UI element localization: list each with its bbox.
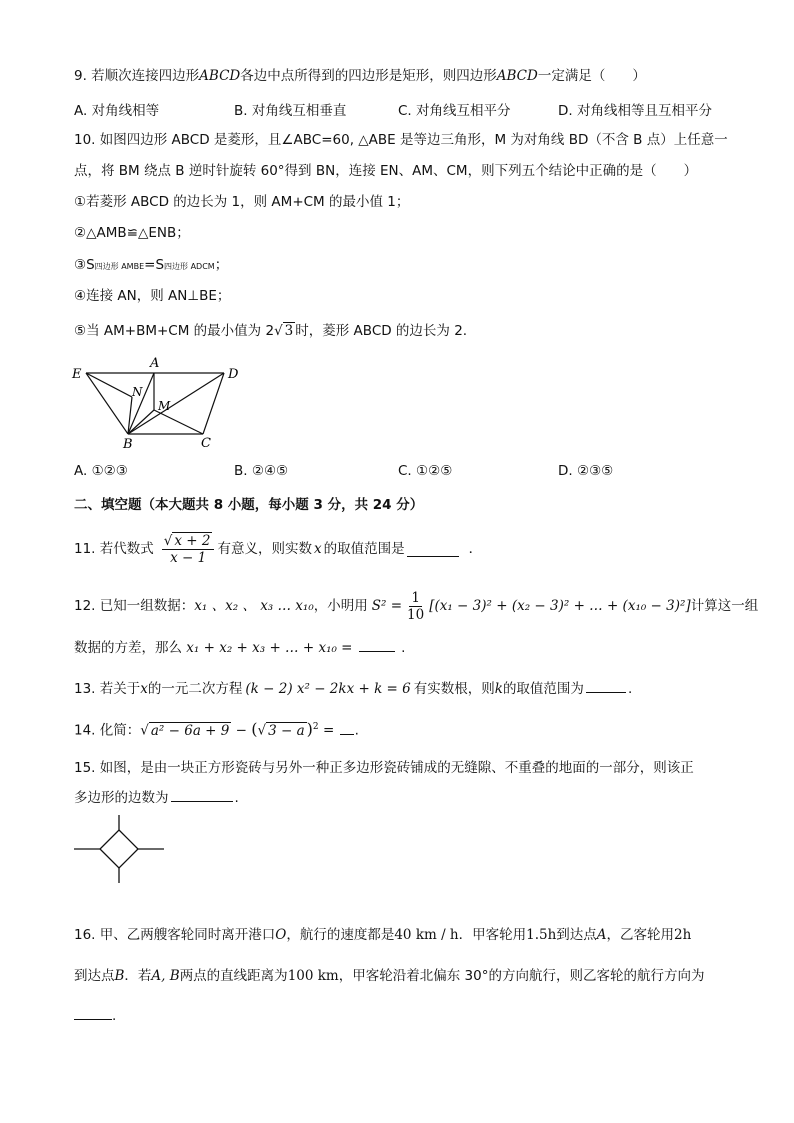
q10-statement-5: ⑤当 AM+BM+CM 的最小值为 2√ 3 时，菱形 ABCD 的边长为 2. bbox=[74, 323, 468, 339]
q9-option-d[interactable]: D. 对角线相等且互相平分 bbox=[558, 103, 712, 119]
q16-line2: 到达点B．若A, B两点的直线距离为100 km，甲客轮沿着北偏东 30°的方向航行，则乙客轮的航行方向为 bbox=[74, 968, 705, 984]
q11-answer-blank[interactable] bbox=[407, 542, 459, 557]
q9-stem: 9. 若顺次连接四边形ABCD各边中点所得到的四边形是矩形，则四边形ABCD一定满足（ ） bbox=[74, 68, 646, 84]
q14-answer-blank[interactable] bbox=[340, 720, 354, 735]
label-n: N bbox=[132, 385, 143, 399]
q12-line1: 12. 已知一组数据： x₁ 、x₂ 、 x₃ … x₁₀ ，小明用 S² = $\frac{1}{10}$ [(x₁ − 3)² + (x₂ − 3)² + … + (x₁₀ − 3)²] 计算这一组 bbox=[74, 589, 759, 623]
q13-answer-blank[interactable] bbox=[586, 678, 626, 693]
label-c: C bbox=[201, 436, 211, 451]
q11: 11. 若代数式 $\frac{√ x + 2}{x - 1}$ 有意义，则实数 x 的取值范围是 ． bbox=[74, 532, 483, 566]
q15-line2: 多边形的边数为 . bbox=[74, 787, 239, 807]
q10-statement-2: ②△AMB≌△ENB； bbox=[74, 225, 190, 241]
q10-stem-line2: 点，将 BM 绕点 B 逆时针旋转 60°得到 BN，连接 EN、AM、CM，则下列五个结论中正确的是（ ） bbox=[74, 163, 698, 179]
label-e: E bbox=[72, 367, 82, 382]
q10-option-d[interactable]: D. ②③⑤ bbox=[558, 463, 614, 479]
q13: 13. 若关于x的一元二次方程 (k − 2) x² − 2kx + k = 6 有实数根，则k的取值范围为 . bbox=[74, 678, 632, 698]
q12-line2: 数据的方差，那么 x₁ + x₂ + x₃ + … + x₁₀ = . bbox=[74, 637, 405, 657]
q10-statement-4: ④连接 AN，则 AN⊥BE； bbox=[74, 288, 231, 304]
q9-option-a[interactable]: A. 对角线相等 bbox=[74, 103, 160, 119]
q9-option-c[interactable]: C. 对角线互相平分 bbox=[398, 103, 511, 119]
q10-stem-line1: 10. 如图四边形 ABCD 是菱形，且∠ABC=60, △ABE 是等边三角形，M 为对角线 BD（不含 B 点）上任意一 bbox=[74, 132, 728, 148]
q10-rhombus-figure bbox=[66, 352, 246, 454]
q15-answer-blank[interactable] bbox=[171, 787, 233, 802]
label-d: D bbox=[228, 367, 239, 382]
q16-line3: . bbox=[74, 1005, 116, 1025]
q10-statement-3: ③S四边形 AMBE=S四边形 ADCM； bbox=[74, 257, 229, 273]
q14: 14. 化简：√ a² − 6a + 9 − (√ 3 − a )$^2$ = . bbox=[74, 719, 359, 739]
q10-option-a[interactable]: A. ①②③ bbox=[74, 463, 128, 479]
label-b: B bbox=[123, 437, 133, 452]
q15-line1: 15. 如图，是由一块正方形瓷砖与另外一种正多边形瓷砖铺成的无缝隙、不重叠的地面的一部分，则该正 bbox=[74, 760, 694, 776]
label-a: A bbox=[150, 356, 160, 371]
q10-option-b[interactable]: B. ②④⑤ bbox=[234, 463, 289, 479]
q15-tile-figure bbox=[72, 815, 168, 883]
label-m: M bbox=[158, 399, 171, 413]
q11-fraction: $\frac{√ x + 2}{x - 1}$ bbox=[162, 533, 215, 566]
q12-answer-blank[interactable] bbox=[359, 637, 395, 652]
q16-answer-blank[interactable] bbox=[74, 1005, 112, 1020]
q9-option-b[interactable]: B. 对角线互相垂直 bbox=[234, 103, 347, 119]
q10-option-c[interactable]: C. ①②⑤ bbox=[398, 463, 453, 479]
section-2-title: 二、填空题（本大题共 8 小题，每小题 3 分，共 24 分） bbox=[74, 497, 424, 513]
q12-fraction: $\frac{1}{10}$ bbox=[407, 589, 425, 623]
q16-line1: 16. 甲、乙两艘客轮同时离开港口O，航行的速度都是40 km / h．甲客轮用1.5h到达点A，乙客轮用2h bbox=[74, 927, 692, 943]
q10-statement-1: ①若菱形 ABCD 的边长为 1，则 AM+CM 的最小值 1； bbox=[74, 194, 410, 210]
